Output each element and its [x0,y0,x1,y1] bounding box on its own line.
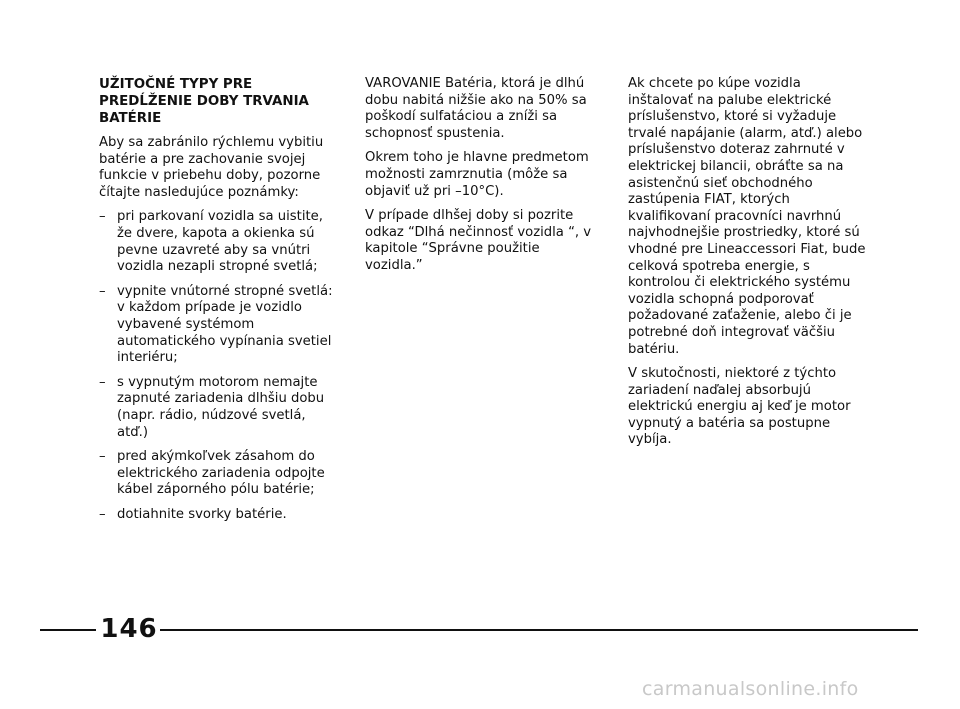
heading-line-2: PREDĹŽENIE DOBY TRVANIA [99,94,309,109]
section-heading [99,76,334,127]
watermark: carmanualsonline.info [642,678,859,700]
list-item-text: dotiahnite svorky batérie. [117,506,287,522]
dash-bullet: – [99,283,106,299]
list-item [99,507,334,524]
middle-column [365,76,595,283]
intro-paragraph: Aby sa zabránilo rýchlemu vybitiu batérie a pre zachovanie svojej funkcie v priebehu doby, pozorne čítajte nasledujúce poznámky: [99,135,324,200]
heading-line-1: UŽITOČNÉ TYPY PRE [99,77,253,92]
dash-bullet: – [99,374,106,390]
list-item [99,375,334,441]
list-item [99,209,334,275]
right-column [628,76,868,457]
heading-line-3: BATÉRIE [99,111,162,126]
list-item-text: pri parkovaní vozidla sa uistite, že dvere, kapota a okienka sú pevne uzavreté aby sa vnútri vozidla nezapli stropné svetlá; [117,209,323,275]
dash-bullet: – [99,506,106,522]
reference-paragraph: V prípade dlhšej doby si pozrite odkaz “Dlhá nečinnosť vozidla “, v kapitole “Správne použitie vozidla.” [365,208,592,273]
list-item-text: vypnite vnútorné stropné svetlá: v každom prípade je vozidlo vybavené systémom automatického vypínania svetiel interiéru; [117,283,333,366]
absorption-paragraph: V skutočnosti, niektoré z týchto zariadení naďalej absorbujú elektrickú energiu aj keď je motor vypnutý a batéria sa postupne vybíja. [628,366,851,448]
list-item [99,449,334,499]
list-item-text: pred akýmkoľvek zásahom do elektrického zariadenia odpojte kábel záporného pólu batérie; [117,449,325,498]
list-item-text: s vypnutým motorom nemajte zapnuté zariadenia dlhšiu dobu (napr. rádio, núdzové svetlá, atď.) [117,374,325,440]
warning-paragraph: VAROVANIE Batéria, ktorá je dlhú dobu nabitá nižšie ako na 50% sa poškodí sulfatáciou a zníži sa schopnosť spustenia. [365,76,587,141]
footer-rule-left [40,629,96,631]
freezing-paragraph: Okrem toho je hlavne predmetom možnosti zamrznutia (môže sa objaviť už pri –10°C). [365,150,589,199]
left-column [99,76,334,531]
list-item [99,284,334,367]
footer-rule-right [160,629,918,631]
page-number: 146 [100,614,158,644]
dash-bullet: – [99,209,106,225]
accessories-paragraph: Ak chcete po kúpe vozidla inštalovať na palube elektrické príslušenstvo, ktoré si vyžaduje trvalé napájanie (alarm, atď.) alebo príslušenstvo doteraz zahrnuté v elektrickej bilancii, obráťte sa na asistenčnú sieť obchodného zastúpenia FIAT, ktorých kvalifikovaní pracovníci navrhnú najvhodnejšie prostriedky, ktoré sú vhodné pre Lineaccessori Fiat, bude celková spotreba energie, s kontrolou či elektrického systému vozidla schopná podporovať požadované zaťaženie, alebo či je potrebné doň integrovať väčšiu batériu. [628,76,866,357]
tips-list [99,209,334,523]
dash-bullet: – [99,449,106,465]
